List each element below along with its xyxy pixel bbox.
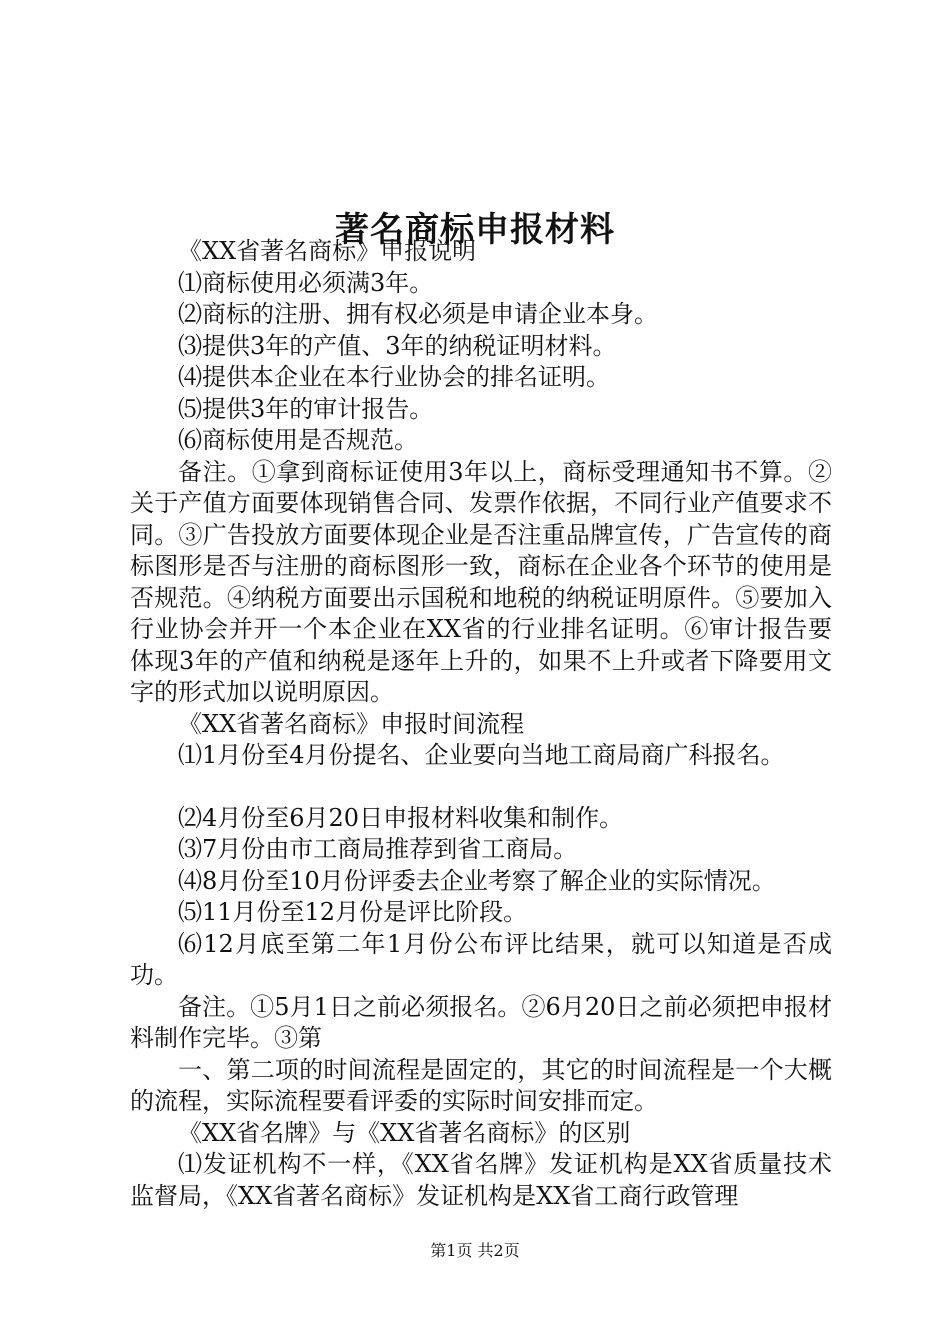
- paragraph-timeline-3: ⑶7月份由市工商局推荐到省工商局。: [178, 835, 578, 863]
- paragraph-section-heading-1: 《XX省著名商标》申报说明: [178, 237, 477, 265]
- paragraph-timeline-5: ⑸11月份至12月份是评比阶段。: [178, 898, 528, 926]
- page-footer: 第1页 共2页: [430, 1241, 520, 1260]
- paragraph-remarks-2-continued: 一、第二项的时间流程是固定的，其它的时间流程是一个大概的流程，实际流程要看评委的实际时间安排而定。: [130, 1055, 832, 1115]
- paragraph-timeline-4: ⑷8月份至10月份评委去企业考察了解企业的实际情况。: [178, 866, 776, 895]
- paragraph-remarks-1: 备注。①拿到商标证使用3年以上，商标受理通知书不算。②关于产值方面要体现销售合同、发票作依据，不同行业产值要求不同。③广告投放方面要体现企业是否注重品牌宣传，广告宣传的商标图形是否与注册的商标图形一致，商标在企业各个环节的使用是否规范。④纳税方面要出示国税和地税的纳税证明原件。⑤要加入行业协会并开一个本企业在XX省的行业排名证明。⑥审计报告要体现3年的产值和纳税是逐年上升的，如果不上升或者下降要用文字的形式加以说明原因。: [130, 457, 832, 706]
- document-body: [130, 236, 832, 1212]
- paragraph-requirement-2: ⑵商标的注册、拥有权必须是申请企业本身。: [178, 300, 658, 328]
- paragraph-section-heading-3: 《XX省名牌》与《XX省著名商标》的区别: [178, 1118, 631, 1147]
- paragraph-remarks-2: 备注。①5月1日之前必须报名。②6月20日之前必须把申报材料制作完毕。③第: [130, 992, 832, 1052]
- paragraph-difference-1: ⑴发证机构不一样，《XX省名牌》发证机构是XX省质量技术监督局，《XX省著名商标》发证机构是XX省工商行政管理: [130, 1150, 832, 1210]
- document-title: 著名商标申报材料: [335, 209, 615, 250]
- paragraph-requirement-6: ⑹商标使用是否规范。: [178, 426, 418, 454]
- paragraph-timeline-1: ⑴1月份至4月份提名、企业要向当地工商局商广科报名。: [178, 741, 785, 769]
- paragraph-timeline-6: ⑹12月底至第二年1月份公布评比结果，就可以知道是否成功。: [130, 929, 832, 989]
- paragraph-requirement-5: ⑸提供3年的审计报告。: [178, 394, 434, 423]
- paragraph-section-heading-2: 《XX省著名商标》申报时间流程: [178, 709, 525, 738]
- paragraph-requirement-3: ⑶提供3年的产值、3年的纳税证明材料。: [178, 331, 617, 360]
- paragraph-requirement-4: ⑷提供本企业在本行业协会的排名证明。: [178, 363, 610, 391]
- paragraph-timeline-2: ⑵4月份至6月20日申报材料收集和制作。: [178, 803, 624, 832]
- paragraph-requirement-1: ⑴商标使用必须满3年。: [178, 268, 434, 297]
